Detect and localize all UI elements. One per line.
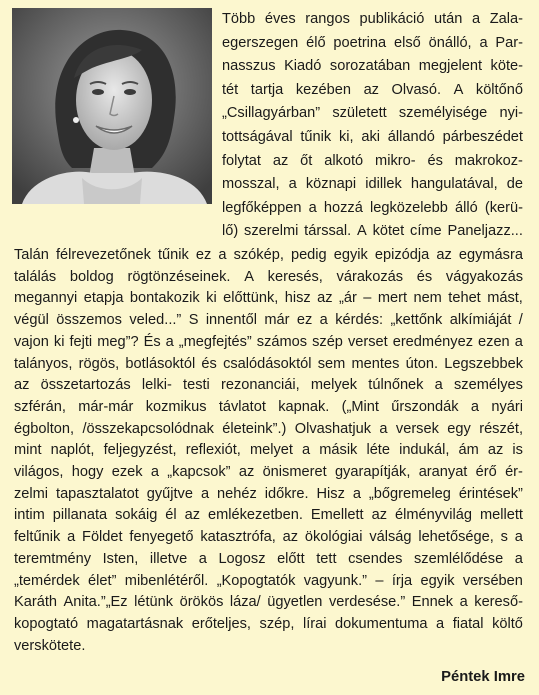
review-line: Talán félrevezetőnek tűnik ez a szókép, pedig egyik epizódja az egymásra — [14, 247, 523, 263]
review-line: vajon ki fejti meg”? És a „megfejtés” számos szép verset eredményez ezen a — [14, 333, 523, 350]
review-line: Karáth Anita.”„Ez létünk örökös láza/ ügyetlen verdesése.” Ennek a kereső- — [14, 594, 523, 611]
review-line: szférán, már-már kozmikus távlatot kapnak. („Mint űrszondák a nyári — [14, 398, 523, 415]
review-line: végül összemos veled...” S innentől már ez a kérdés: „kettőnk alkímiáját / — [14, 312, 523, 329]
review-line: zelmi tapasztalatot gyűjtve a nehéz időkre. Hisz a „bőgremeleg érintések” — [14, 485, 523, 502]
review-line: tét tartja kezében az Olvasó. A költőnő — [222, 81, 523, 98]
review-line: verskötete. — [14, 637, 86, 654]
review-line: világos, hogy ezek a „kapcsok” az önismeret gyarapítják, aranyat érő ér- — [14, 464, 523, 480]
review-line: találás boldog rögtönzéseinek. A keresés, várakozás és vágyakozás — [14, 268, 523, 285]
review-line: mint naplót, feljegyzést, reflexiót, melyet a másik léte indukál, ám az is — [14, 442, 523, 459]
review-line: folytat az őt alkotó mikro- és makrokoz- — [222, 152, 523, 169]
review-line: lő) szerelmi társsal. A kötet címe Paneljazz... — [222, 223, 523, 240]
review-line: talányos, rögös, botlásoktól és csalódásoktól sem mentes úton. Legszebbek — [14, 355, 523, 372]
review-line: Több éves rangos publikáció után a Zala- — [222, 11, 523, 27]
review-line: mosszal, a köznapi idillek hangulatával, de — [222, 176, 523, 193]
review-line: „Csillagyárban” született személyisége nyi- — [222, 105, 523, 122]
review-line: egerszegen élő poetrina első önálló, a Par- — [222, 34, 523, 51]
review-line: égbolton, /összekapcsolódnak életeink”.) Olvashatjuk a versek egy részét, — [14, 420, 523, 437]
author-signature: Péntek Imre — [441, 669, 525, 685]
review-line: megannyi etapja bontakozik ki előttünk, hisz az „ár – mert nem tehet mást, — [14, 290, 523, 307]
review-line: legfőképpen a hozzá legközelebb álló (kerü- — [222, 199, 523, 216]
review-line: kopogtató magatartásnak erőteljes, szép, lírai dokumentuma a fiatal költő — [14, 615, 523, 632]
review-line: az összetartozás lelki- testi rezonanciái, melyek túlnőnek a személyes — [14, 377, 523, 394]
review-line: feltűnik a Földet fenyegető katasztrófa, az ökológiai válság lehetősége, s a — [14, 529, 523, 546]
review-line: intim pillanata sokáig él az emlékezetben. Emellett az élményvilág mellett — [14, 507, 523, 524]
review-line: teremtmény Isten, illetve a Logosz előtt tett csendes szemlélődése a — [14, 550, 523, 567]
review-line: „temérdek élet” mibenlétéről. „Kopogtatók vagyunk.” – írja egyik versében — [14, 572, 523, 589]
review-line: tottságával tűnik ki, aki állandó párbeszédet — [222, 129, 523, 145]
review-line: nasszus Kiadó sorozatában megjelent köte- — [222, 58, 523, 75]
